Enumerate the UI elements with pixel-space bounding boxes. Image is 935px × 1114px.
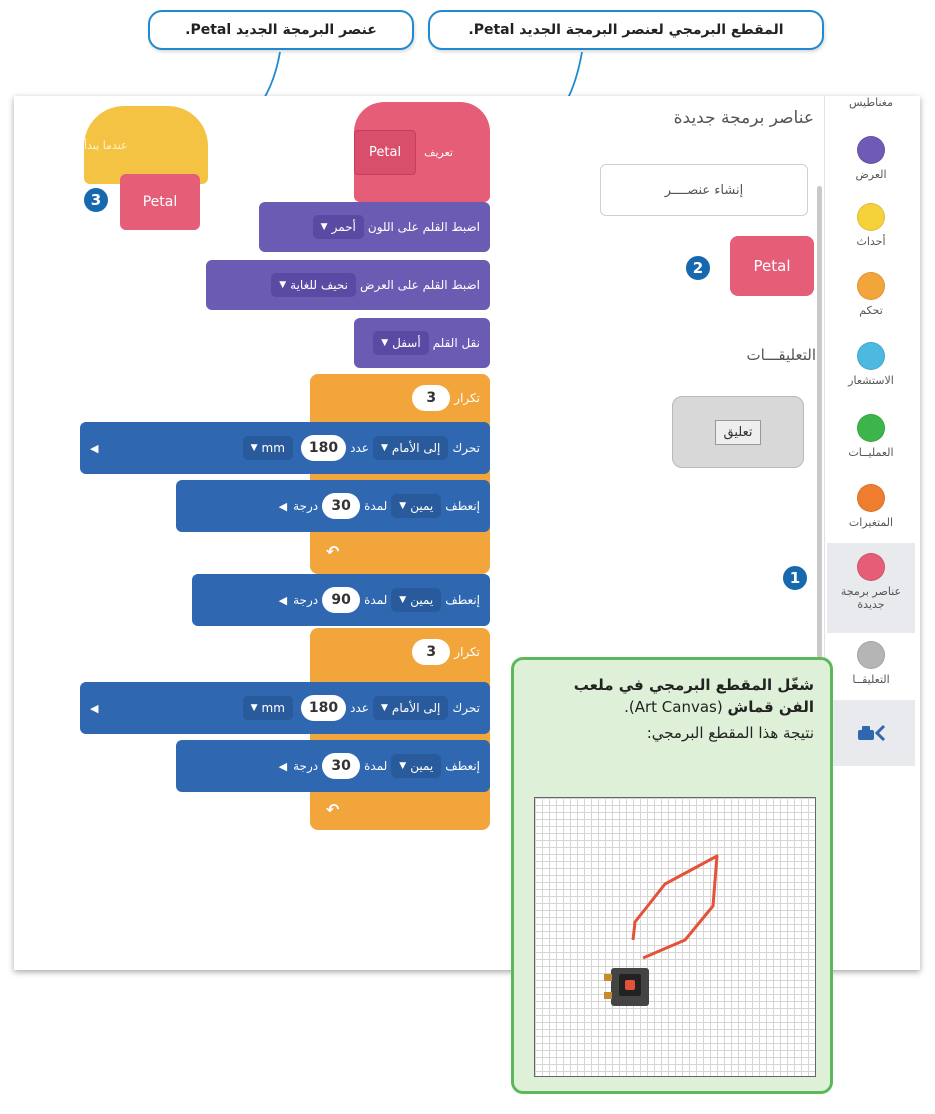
pen-color-dropdown[interactable] — [313, 215, 364, 239]
repeat-2-count[interactable]: 3 — [412, 639, 450, 665]
step-badge-3: 3 — [82, 186, 110, 214]
category-dot-icon — [857, 272, 885, 300]
turn-mid-for-label: لمدة — [364, 593, 388, 607]
dropdown-arrow-icon: ▼ — [279, 280, 287, 290]
dropdown-arrow-icon: ▼ — [250, 703, 258, 713]
category-label: المتغيرات — [848, 516, 894, 529]
play-arrow-icon[interactable]: ◀ — [278, 499, 288, 513]
turn-block-2[interactable] — [176, 740, 490, 792]
category-dot-icon — [857, 553, 885, 581]
extensions-button[interactable] — [827, 700, 915, 766]
art-canvas-result — [534, 797, 816, 1077]
category-my-blocks[interactable] — [827, 543, 915, 633]
turn-1-degrees[interactable]: 30 — [322, 493, 360, 519]
turn-1-label: إنعطف — [445, 499, 480, 513]
move-2-direction: إلى الأمام — [391, 701, 441, 715]
repeat-2-label: تكرار — [454, 645, 480, 659]
callout-define-text: المقطع البرمجي لعنصر البرمجة الجديد Petal. — [468, 22, 784, 38]
category-label: التعليقــا — [852, 673, 890, 686]
palette-scrollbar[interactable] — [817, 186, 822, 726]
category-dot-icon — [857, 342, 885, 370]
palette-petal-label: Petal — [753, 257, 791, 275]
turn-mid-degrees[interactable]: 90 — [322, 587, 360, 613]
loop-arrow-icon: ↶ — [326, 800, 340, 819]
category-dot-icon — [857, 641, 885, 669]
pen-color-value: أحمر — [331, 220, 356, 234]
turn-block-1[interactable] — [176, 480, 490, 532]
define-label: تعريف — [424, 145, 453, 159]
pen-width-dropdown[interactable] — [271, 273, 356, 297]
define-petal-block[interactable] — [354, 102, 490, 202]
category-sensing[interactable] — [827, 342, 915, 387]
dropdown-arrow-icon: ▼ — [380, 703, 388, 713]
turn-1-direction-dropdown[interactable] — [391, 494, 441, 518]
loop-arrow-icon: ↶ — [326, 542, 340, 561]
dropdown-arrow-icon: ▼ — [250, 443, 258, 453]
category-dot-icon — [857, 136, 885, 164]
pen-width-value: نحيف للغاية — [290, 278, 348, 292]
move-2-amount-label: عدد — [350, 701, 369, 715]
petal-drawing — [535, 798, 817, 1078]
move-1-label: تحرك — [452, 441, 480, 455]
info-line-1: شغّل المقطع البرمجي في ملعب — [573, 676, 814, 694]
category-label: العرض — [855, 168, 887, 181]
category-display[interactable] — [827, 136, 915, 181]
turn-2-unit: درجة — [293, 759, 319, 773]
move-1-amount[interactable]: 180 — [301, 435, 346, 461]
move-1-unit-dropdown[interactable] — [243, 436, 293, 460]
petal-call-label: Petal — [142, 194, 178, 210]
info-line-3: نتيجة هذا المقطع البرمجي: — [646, 724, 814, 742]
create-block-label: إنشاء عنصــــر — [664, 182, 744, 198]
set-pen-width-block[interactable] — [206, 260, 490, 310]
category-operators[interactable] — [827, 414, 915, 459]
category-label: مغناطيس — [849, 96, 893, 109]
play-arrow-icon[interactable]: ◀ — [278, 759, 288, 773]
move-pen-block[interactable] — [354, 318, 490, 368]
define-name-slot: Petal — [354, 130, 416, 175]
callout-call-text: عنصر البرمجة الجديد Petal. — [185, 22, 377, 38]
category-label: تحكم — [859, 304, 883, 317]
category-variables[interactable] — [827, 484, 915, 529]
turn-mid-direction: يمين — [410, 593, 434, 607]
category-label: عناصر برمجة جديدة — [840, 585, 902, 611]
category-magnets[interactable] — [827, 96, 915, 109]
result-info-box — [511, 657, 833, 1094]
info-line-2 — [530, 696, 814, 718]
set-pen-color-label: اضبط القلم على اللون — [367, 220, 480, 234]
robot-icon — [611, 968, 649, 1006]
pen-position-value: أسفل — [392, 336, 421, 350]
turn-1-direction: يمين — [410, 499, 434, 513]
palette-petal-block[interactable] — [730, 236, 814, 296]
move-1-unit: mm — [261, 441, 285, 455]
category-label: العمليــات — [848, 446, 894, 459]
category-label: الاستشعار — [848, 374, 894, 387]
turn-mid-label: إنعطف — [445, 593, 480, 607]
category-dot-icon — [857, 203, 885, 231]
move-2-unit: mm — [261, 701, 285, 715]
category-comments[interactable] — [827, 641, 915, 686]
dropdown-arrow-icon: ▼ — [320, 222, 328, 232]
turn-2-direction-dropdown[interactable] — [391, 754, 441, 778]
category-dot-icon — [857, 484, 885, 512]
turn-2-degrees[interactable]: 30 — [322, 753, 360, 779]
move-2-amount[interactable]: 180 — [301, 695, 346, 721]
move-1-direction: إلى الأمام — [391, 441, 441, 455]
move-2-label: تحرك — [452, 701, 480, 715]
extension-blocks-icon — [856, 722, 886, 744]
turn-2-for-label: لمدة — [364, 759, 388, 773]
comment-block-label: تعليق — [715, 420, 762, 445]
move-2-unit-dropdown[interactable] — [243, 696, 293, 720]
repeat-1-count[interactable]: 3 — [412, 385, 450, 411]
play-arrow-icon[interactable]: ◀ — [90, 701, 99, 715]
repeat-2-header — [384, 630, 490, 674]
move-1-amount-label: عدد — [350, 441, 369, 455]
dropdown-arrow-icon: ▼ — [381, 338, 389, 348]
move-pen-label: نقل القلم — [432, 336, 480, 350]
move-forward-block-2[interactable] — [80, 682, 490, 734]
turn-block-mid[interactable] — [192, 574, 490, 626]
category-label: أحداث — [856, 235, 886, 248]
when-started-hat-block[interactable] — [84, 106, 208, 184]
dropdown-arrow-icon: ▼ — [399, 595, 407, 605]
step-badge-1: 1 — [781, 564, 809, 592]
comments-title: التعليقـــات — [746, 346, 816, 364]
category-control[interactable] — [827, 272, 915, 317]
move-1-direction-dropdown[interactable] — [373, 436, 448, 460]
repeat-1-header — [384, 376, 490, 420]
dropdown-arrow-icon: ▼ — [399, 761, 407, 771]
category-dot-icon — [857, 414, 885, 442]
palette-title: عناصر برمجة جديدة — [673, 108, 814, 128]
play-arrow-icon[interactable]: ◀ — [278, 593, 288, 607]
step-badge-2: 2 — [684, 254, 712, 282]
category-events[interactable] — [827, 203, 915, 248]
repeat-1-label: تكرار — [454, 391, 480, 405]
dropdown-arrow-icon: ▼ — [380, 443, 388, 453]
set-pen-color-block[interactable] — [259, 202, 490, 252]
set-pen-width-label: اضبط القلم على العرض — [359, 278, 480, 292]
pen-position-dropdown[interactable] — [373, 331, 428, 355]
move-2-direction-dropdown[interactable] — [373, 696, 448, 720]
turn-mid-unit: درجة — [293, 593, 319, 607]
petal-call-block[interactable] — [120, 174, 200, 230]
when-started-label: عندما يبدأ — [84, 138, 128, 152]
turn-mid-direction-dropdown[interactable] — [391, 588, 441, 612]
turn-1-unit: درجة — [293, 499, 319, 513]
info-art-canvas-bold: الفن قماش — [727, 698, 814, 716]
turn-2-label: إنعطف — [445, 759, 480, 773]
turn-1-for-label: لمدة — [364, 499, 388, 513]
turn-2-direction: يمين — [410, 759, 434, 773]
create-block-button[interactable] — [600, 164, 808, 216]
info-art-canvas-rest: (Art Canvas). — [624, 698, 728, 716]
dropdown-arrow-icon: ▼ — [399, 501, 407, 511]
move-forward-block-1[interactable] — [80, 422, 490, 474]
palette-comment-block[interactable] — [672, 396, 804, 468]
play-arrow-icon[interactable]: ◀ — [90, 441, 99, 455]
